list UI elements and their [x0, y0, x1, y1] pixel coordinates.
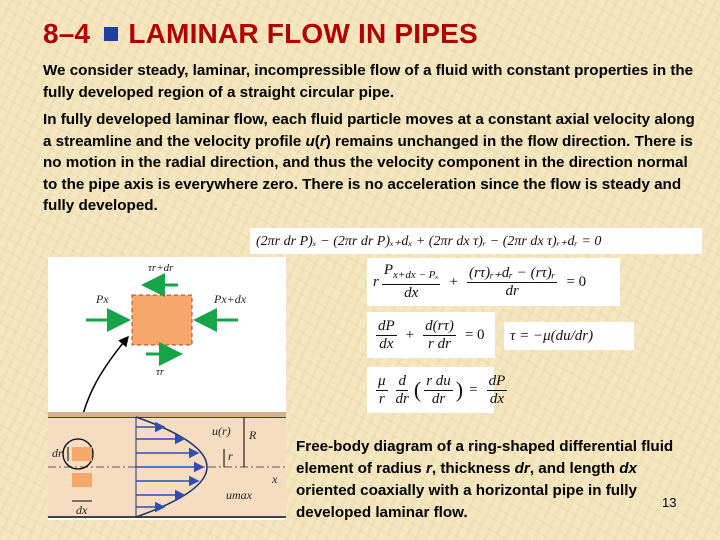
equation-shear-stress-text: τ = −μ(du/dr) — [510, 327, 594, 344]
pipe-wall-shade-top — [48, 412, 286, 417]
paragraph-fully-developed — [43, 109, 703, 217]
eq2-frac1 — [382, 262, 441, 302]
eq5-paren-close: ) — [455, 377, 464, 402]
equation-momentum — [367, 367, 506, 413]
eq2-frac2 — [467, 265, 558, 300]
paragraph-intro: We consider steady, laminar, incompressible flow of a fluid with constant properties in the fully developed region of a straight circular pipe. — [43, 62, 694, 101]
eq3-frac1-den: dx — [379, 335, 394, 352]
eq5-frac-a — [376, 373, 388, 408]
caption-c: , and length — [529, 460, 620, 477]
eq3-zero: = 0 — [464, 326, 485, 343]
eq5-equals: = — [469, 381, 478, 398]
eq3-frac1 — [376, 318, 397, 353]
fluid-element-box — [132, 295, 192, 345]
free-body-diagram — [48, 257, 286, 520]
eq5-a-den: r — [378, 390, 385, 407]
eq5-frac-b — [394, 373, 411, 408]
label-px-dx: Px+dx — [214, 292, 247, 306]
eq3-frac2 — [423, 318, 456, 353]
label-tau-bottom: τr — [156, 366, 165, 378]
eq3-plus: + — [405, 326, 415, 343]
eq2-r: r — [373, 273, 379, 290]
eq5-c-den: dr — [431, 390, 446, 407]
label-px: Px — [96, 292, 109, 306]
eq2-frac2-den: dr — [505, 282, 519, 299]
eq3-frac2-den: r dr — [428, 335, 451, 352]
p2-u: u — [305, 132, 315, 150]
caption-b: , thickness — [431, 460, 515, 477]
eq5-d-den: dx — [489, 390, 505, 407]
eq5-c-num: r du — [426, 372, 451, 389]
figure-caption — [296, 436, 688, 524]
caption-dr: dr — [514, 460, 530, 477]
label-dr: dr — [52, 446, 63, 460]
p2-paren: ( — [314, 132, 320, 150]
equation-differential — [367, 312, 495, 358]
section-number: 8–4 — [43, 18, 91, 49]
eq5-d-num: dP — [488, 372, 506, 389]
eq5-b-num: d — [398, 372, 406, 389]
label-dx: dx — [76, 503, 88, 517]
eq5-paren-open: ( — [413, 377, 422, 402]
label-R: R — [249, 428, 257, 442]
element-ring-fill — [72, 447, 92, 461]
eq2-zero: = 0 — [566, 273, 587, 290]
eq3-frac1-num: dP — [378, 317, 395, 334]
eq3-frac2-num: d(rτ) — [425, 317, 454, 334]
page-number: 13 — [662, 495, 677, 510]
eq5-frac-d — [487, 373, 508, 408]
equation-divided — [367, 258, 620, 306]
slide-title — [43, 18, 478, 50]
eq2-frac1-num-rest: x+dx − Pₓ — [393, 269, 439, 281]
title-bullet-icon — [104, 27, 118, 41]
eq2-frac1-num-p: P — [383, 262, 394, 278]
label-r: r — [228, 449, 233, 463]
eq5-frac-c — [424, 373, 453, 408]
title-text: LAMINAR FLOW IN PIPES — [128, 18, 478, 49]
caption-dx: dx — [619, 460, 637, 477]
label-u-r: u(r) — [212, 424, 231, 438]
p2-text-a: In fully developed laminar flow, each fluid particle moves at a constant axial velocity along a streamline and the velocity profile — [43, 111, 695, 150]
eq5-a-num: μ — [378, 372, 386, 389]
label-umax: umax — [226, 488, 252, 502]
caption-a: Free-body diagram of a ring-shaped differential fluid element of radius — [296, 438, 674, 477]
label-x: x — [272, 472, 278, 486]
label-tau-top: τr+dr — [148, 262, 174, 274]
eq2-frac2-num: (rτ)ᵣ₊dᵣ − (rτ)ᵣ — [468, 264, 556, 281]
caption-r: r — [425, 460, 432, 477]
equation-shear-stress — [504, 322, 634, 350]
element-ring-fill-lower — [72, 473, 92, 487]
free-body-diagram-svg — [48, 257, 286, 520]
equation-force-balance — [250, 228, 702, 254]
p2-r: r — [319, 132, 326, 150]
eq2-plus: + — [449, 273, 458, 290]
eq5-b-den: dr — [395, 390, 409, 407]
caption-d: oriented coaxially with a horizontal pipe in fully developed laminar flow. — [296, 482, 637, 521]
eq2-frac1-den: dx — [404, 285, 419, 301]
equation-force-balance-text: (2πr dr P)ₓ − (2πr dr P)ₓ₊dₓ + (2πr dx τ)ᵣ − (2πr dx τ)ᵣ₊dᵣ = 0 — [256, 233, 602, 249]
p2-text-b: ) remains unchanged in the flow direction. There is no motion in the radial direction, and thus the velocity component in the direction normal to the pipe axis is everywhere zero. There is no acceleration since the flow is steady and fully developed. — [43, 132, 693, 214]
